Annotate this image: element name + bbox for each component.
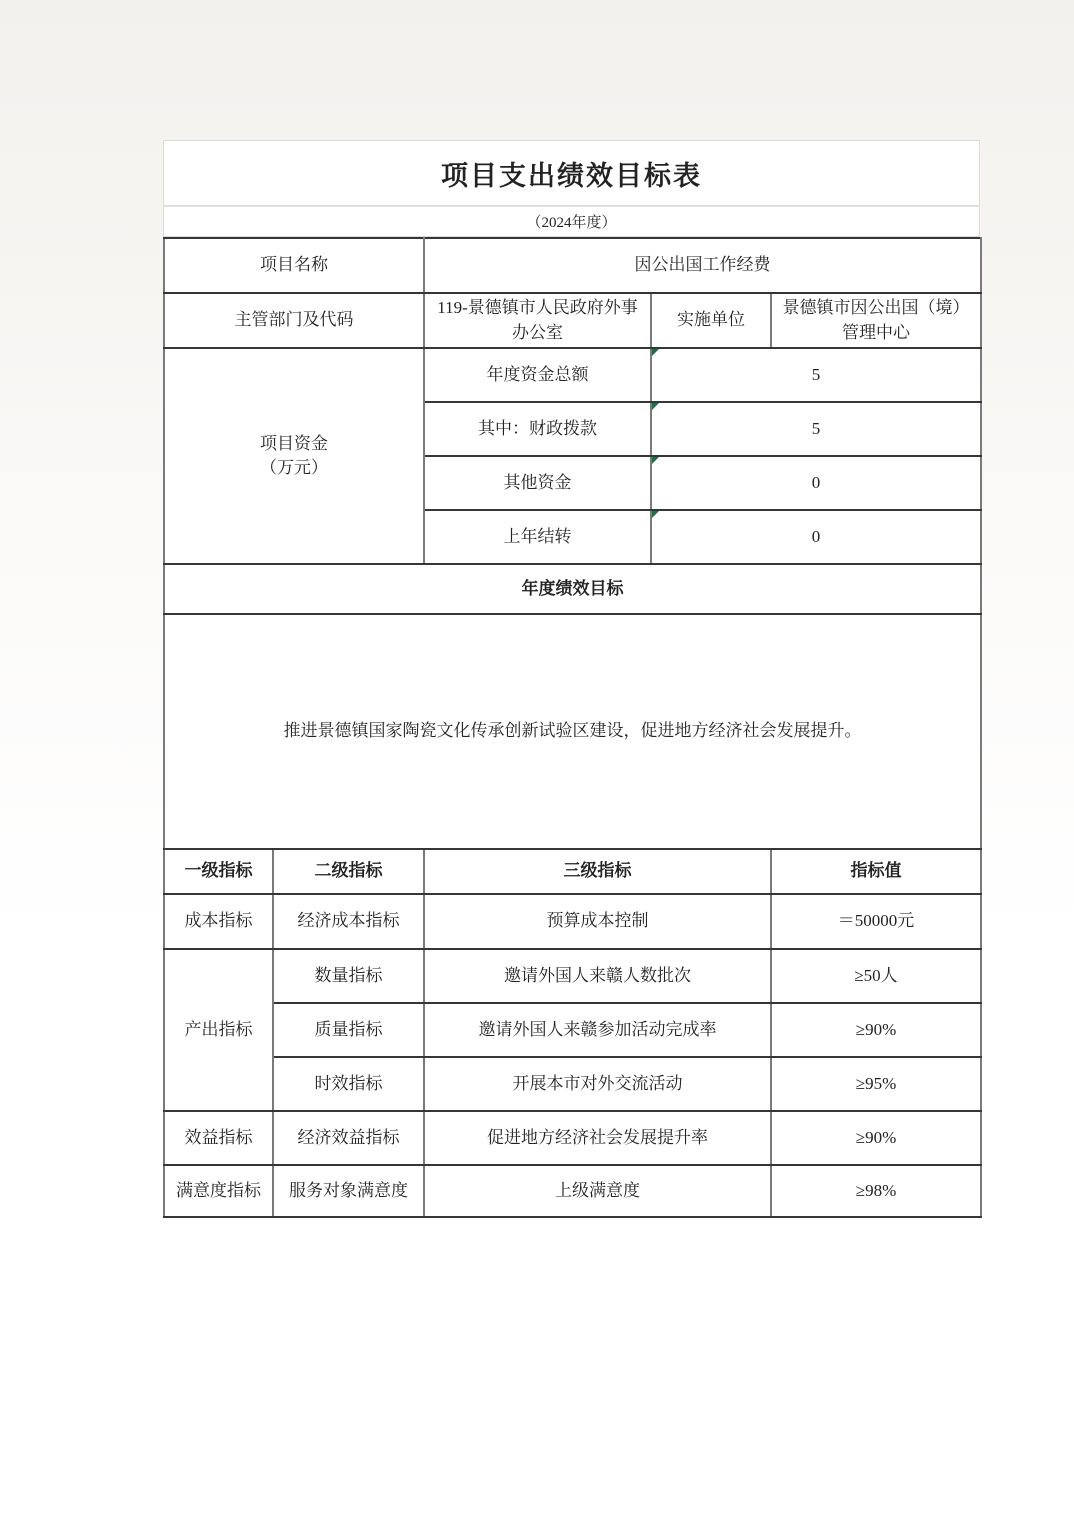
fund-label: 上年结转: [424, 510, 651, 564]
indicator-l3: 邀请外国人来赣人数批次: [424, 949, 771, 1003]
indicator-value: ≥50人: [771, 949, 981, 1003]
indicator-row-benefit: [164, 1111, 981, 1165]
project-name-row: [164, 238, 981, 293]
excel-marker-icon: [652, 457, 659, 464]
indicator-row-cost: [164, 894, 981, 949]
fund-value: 0: [651, 456, 981, 510]
indicator-l1: 满意度指标: [164, 1165, 273, 1217]
indicator-l2: 时效指标: [273, 1057, 424, 1111]
excel-marker-icon: [652, 511, 659, 518]
annual-goal-header: 年度绩效目标: [164, 564, 981, 614]
indicator-l2: 服务对象满意度: [273, 1165, 424, 1217]
indicator-header-row: [164, 849, 981, 894]
department-label: 主管部门及代码: [164, 293, 424, 348]
document-title: 项目支出绩效目标表: [163, 140, 980, 206]
fund-row-total: [164, 348, 981, 402]
indicator-l3: 开展本市对外交流活动: [424, 1057, 771, 1111]
indicator-l3: 邀请外国人来赣参加活动完成率: [424, 1003, 771, 1057]
impl-unit-label: 实施单位: [651, 293, 771, 348]
annual-goal-header-row: [164, 564, 981, 614]
fund-label: 年度资金总额: [424, 348, 651, 402]
performance-target-sheet: [163, 140, 980, 1218]
indicator-header-l1: 一级指标: [164, 849, 273, 894]
performance-target-table: [163, 237, 982, 1218]
indicator-l1: 效益指标: [164, 1111, 273, 1165]
project-name-value: 因公出国工作经费: [424, 238, 981, 293]
indicator-value: ≥90%: [771, 1111, 981, 1165]
indicator-l2: 数量指标: [273, 949, 424, 1003]
indicator-row-output-quality: [164, 1003, 981, 1057]
fund-label: 其他资金: [424, 456, 651, 510]
indicator-l1: 产出指标: [164, 949, 273, 1111]
fund-value: 0: [651, 510, 981, 564]
excel-marker-icon: [652, 349, 659, 356]
indicator-row-satisfaction: [164, 1165, 981, 1217]
indicator-header-value: 指标值: [771, 849, 981, 894]
indicator-value: ≥98%: [771, 1165, 981, 1217]
indicator-value: ≥95%: [771, 1057, 981, 1111]
impl-unit-value: 景德镇市因公出国（境）管理中心: [771, 293, 981, 348]
fund-value: 5: [651, 348, 981, 402]
fund-value: 5: [651, 402, 981, 456]
project-name-label: 项目名称: [164, 238, 424, 293]
indicator-l3: 上级满意度: [424, 1165, 771, 1217]
indicator-l2: 经济效益指标: [273, 1111, 424, 1165]
indicator-row-output-timeliness: [164, 1057, 981, 1111]
indicator-value: ＝50000元: [771, 894, 981, 949]
funds-group-label: [164, 348, 424, 564]
department-value: 119-景德镇市人民政府外事办公室: [424, 293, 651, 348]
department-row: [164, 293, 981, 348]
indicator-header-l2: 二级指标: [273, 849, 424, 894]
annual-goal-row: [164, 614, 981, 849]
excel-marker-icon: [652, 403, 659, 410]
indicator-l1: 成本指标: [164, 894, 273, 949]
funds-group-line1: 项目资金: [260, 433, 328, 453]
indicator-row-output-quantity: [164, 949, 981, 1003]
indicator-value: ≥90%: [771, 1003, 981, 1057]
indicator-l3: 促进地方经济社会发展提升率: [424, 1111, 771, 1165]
document-subtitle: （2024年度）: [163, 206, 980, 237]
indicator-l3: 预算成本控制: [424, 894, 771, 949]
annual-goal-text: 推进景德镇国家陶瓷文化传承创新试验区建设，促进地方经济社会发展提升。: [164, 614, 981, 849]
indicator-l2: 质量指标: [273, 1003, 424, 1057]
funds-group-line2: （万元）: [260, 458, 328, 478]
fund-label: 其中：财政拨款: [424, 402, 651, 456]
indicator-l2: 经济成本指标: [273, 894, 424, 949]
indicator-header-l3: 三级指标: [424, 849, 771, 894]
